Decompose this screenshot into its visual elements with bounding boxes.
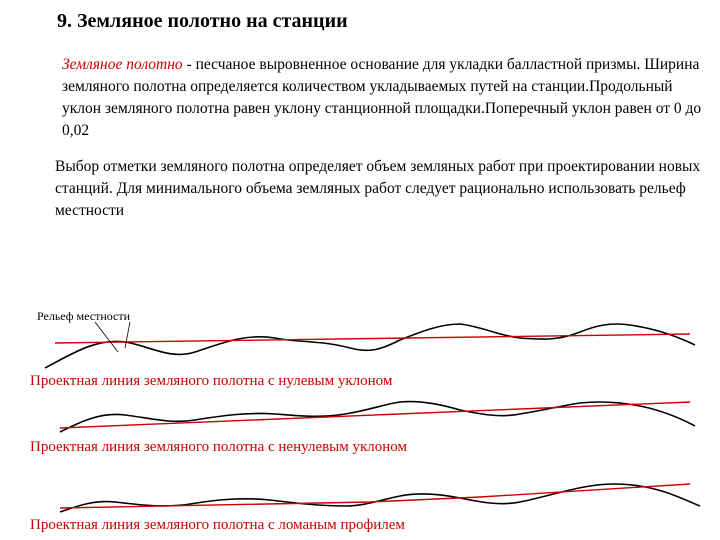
definition-text: - песчаное выровненное основание для укладки балластной призмы. Ширина земляного полотна определяется количеством укладываемых путей на станции.Продольный уклон земляного полотна равен уклону станционной площадки.Поперечный уклон равен от 0 до 0,02 (62, 56, 702, 139)
terrain-profile-1 (45, 324, 695, 368)
relief-label: Рельеф местности (37, 309, 131, 323)
design-line-nonzero-slope (60, 402, 690, 428)
relief-pointer-1 (95, 322, 118, 352)
definition-term: Земляное полотно (62, 56, 183, 73)
nonzero-slope-label: Проектная линия земляного полотна с ненулевым уклоном (30, 439, 408, 455)
terrain-profile-3 (60, 484, 700, 512)
design-line-broken-profile (60, 484, 690, 508)
slide-title: 9. Земляное полотно на станции (57, 10, 348, 32)
broken-profile-label: Проектная линия земляного полотна с ломаным профилем (30, 517, 405, 533)
zero-slope-label: Проектная линия земляного полотна с нулевым уклоном (30, 373, 393, 389)
earthwork-paragraph: Выбор отметки земляного полотна определяет объем земляных работ при проектировании новых станций. Для минимального объема земляных работ следует рационально использовать рельеф местности (55, 158, 701, 219)
design-line-zero-slope (55, 334, 690, 343)
relief-pointer-2 (125, 322, 130, 348)
